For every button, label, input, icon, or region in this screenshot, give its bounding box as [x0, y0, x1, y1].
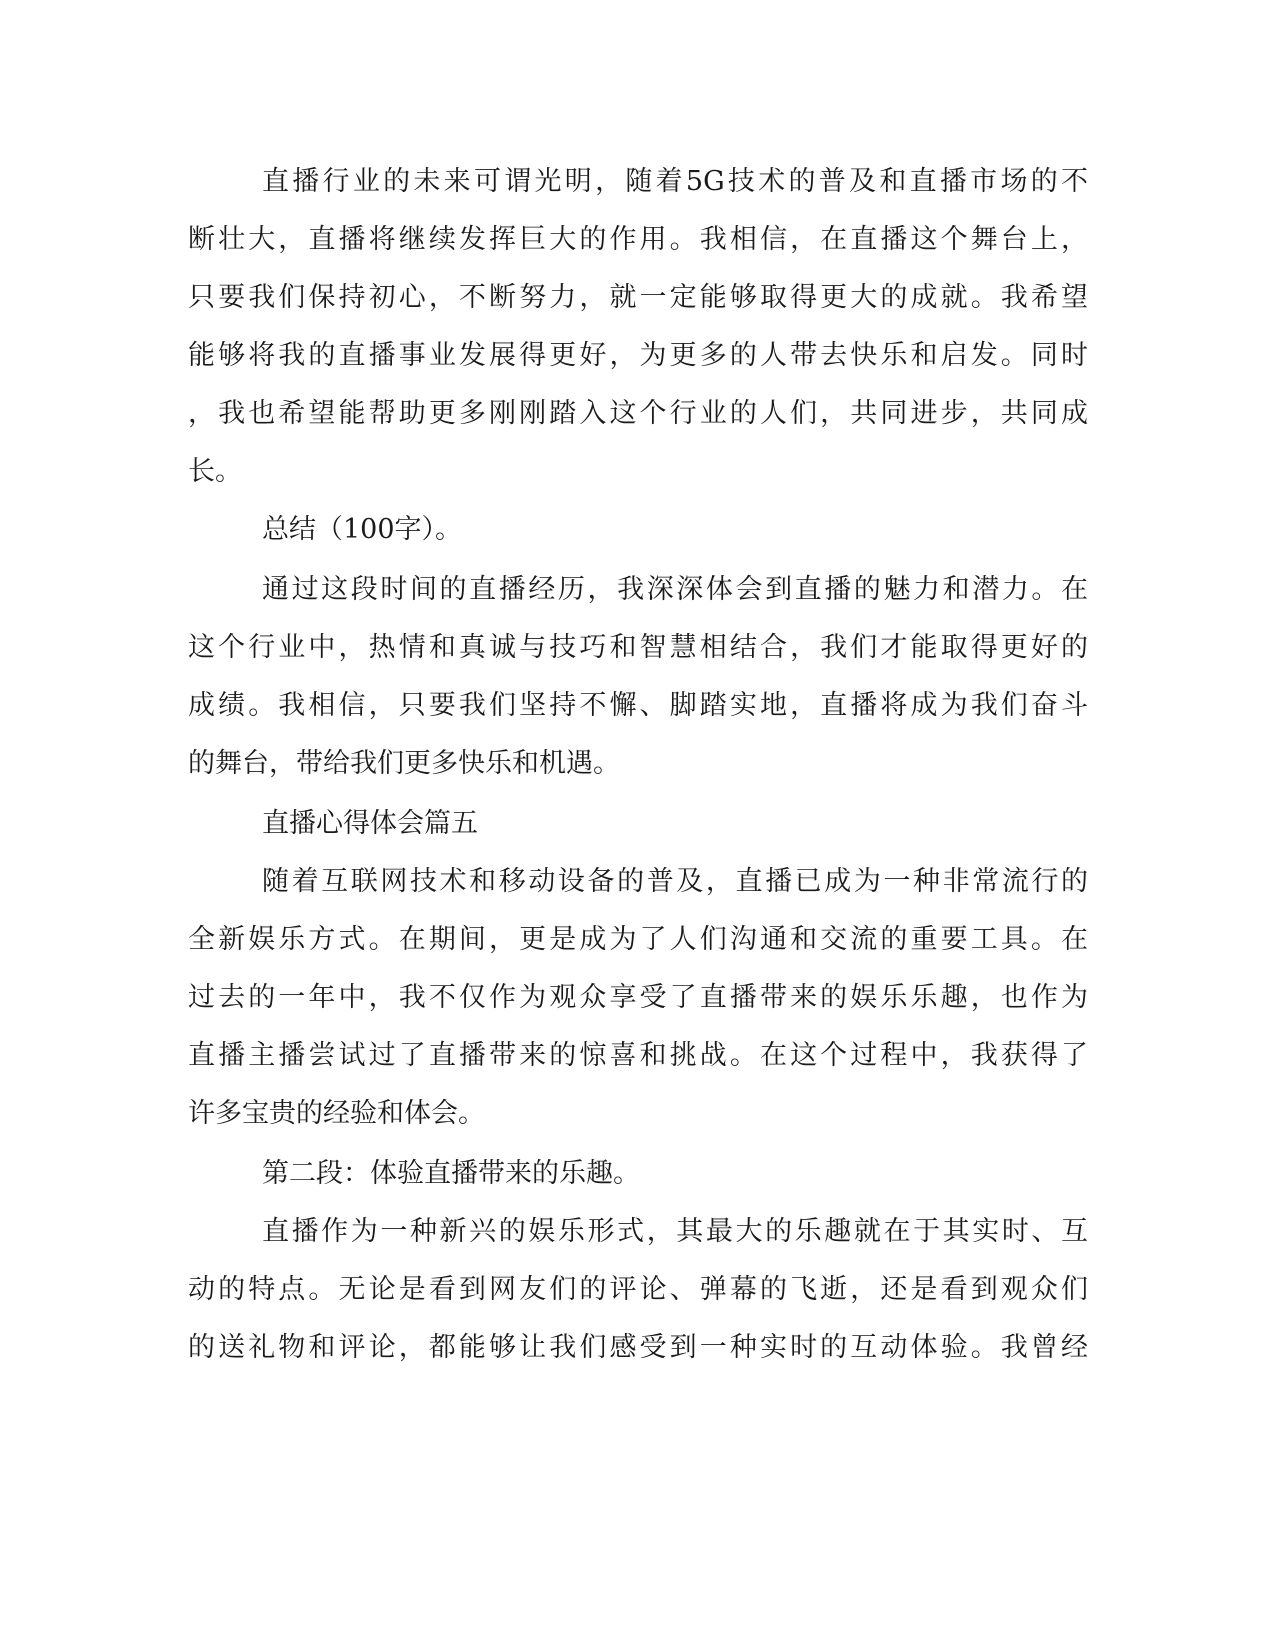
paragraph-line: 过去的一年中，我不仅作为观众享受了直播带来的娱乐乐趣，也作为: [188, 982, 1088, 1013]
paragraph-line: ，我也希望能帮助更多刚刚踏入这个行业的人们，共同进步，共同成: [188, 398, 1088, 429]
paragraph-line: 成绩。我相信，只要我们坚持不懈、脚踏实地，直播将成为我们奋斗: [188, 690, 1088, 721]
section-heading: 第二段：体验直播带来的乐趣。: [262, 1158, 640, 1189]
paragraph-line: 全新娱乐方式。在期间，更是成为了人们沟通和交流的重要工具。在: [188, 924, 1088, 955]
paragraph-line: 这个行业中，热情和真诚与技巧和智慧相结合，我们才能取得更好的: [188, 632, 1088, 663]
section-heading: 直播心得体会篇五: [262, 808, 478, 839]
paragraph-line: 只要我们保持初心，不断努力，就一定能够取得更大的成就。我希望: [188, 282, 1088, 313]
paragraph-line: 断壮大，直播将继续发挥巨大的作用。我相信，在直播这个舞台上，: [188, 224, 1088, 255]
paragraph-line: 的舞台，带给我们更多快乐和机遇。: [188, 748, 620, 779]
paragraph-line: 直播作为一种新兴的娱乐形式，其最大的乐趣就在于其实时、互: [262, 1216, 1088, 1247]
paragraph-line: 的送礼物和评论，都能够让我们感受到一种实时的互动体验。我曾经: [188, 1332, 1088, 1363]
paragraph-line: 通过这段时间的直播经历，我深深体会到直播的魅力和潜力。在: [262, 574, 1088, 605]
paragraph-line: 长。: [188, 456, 242, 487]
section-heading: 总结（100字）。: [262, 514, 463, 545]
paragraph-line: 随着互联网技术和移动设备的普及，直播已成为一种非常流行的: [262, 866, 1088, 897]
paragraph-line: 直播主播尝试过了直播带来的惊喜和挑战。在这个过程中，我获得了: [188, 1040, 1088, 1071]
paragraph-line: 能够将我的直播事业发展得更好，为更多的人带去快乐和启发。同时: [188, 340, 1088, 371]
paragraph-line: 直播行业的未来可谓光明，随着5G技术的普及和直播市场的不: [262, 166, 1088, 197]
paragraph-line: 许多宝贵的经验和体会。: [188, 1098, 485, 1129]
paragraph-line: 动的特点。无论是看到网友们的评论、弹幕的飞逝，还是看到观众们: [188, 1274, 1088, 1305]
